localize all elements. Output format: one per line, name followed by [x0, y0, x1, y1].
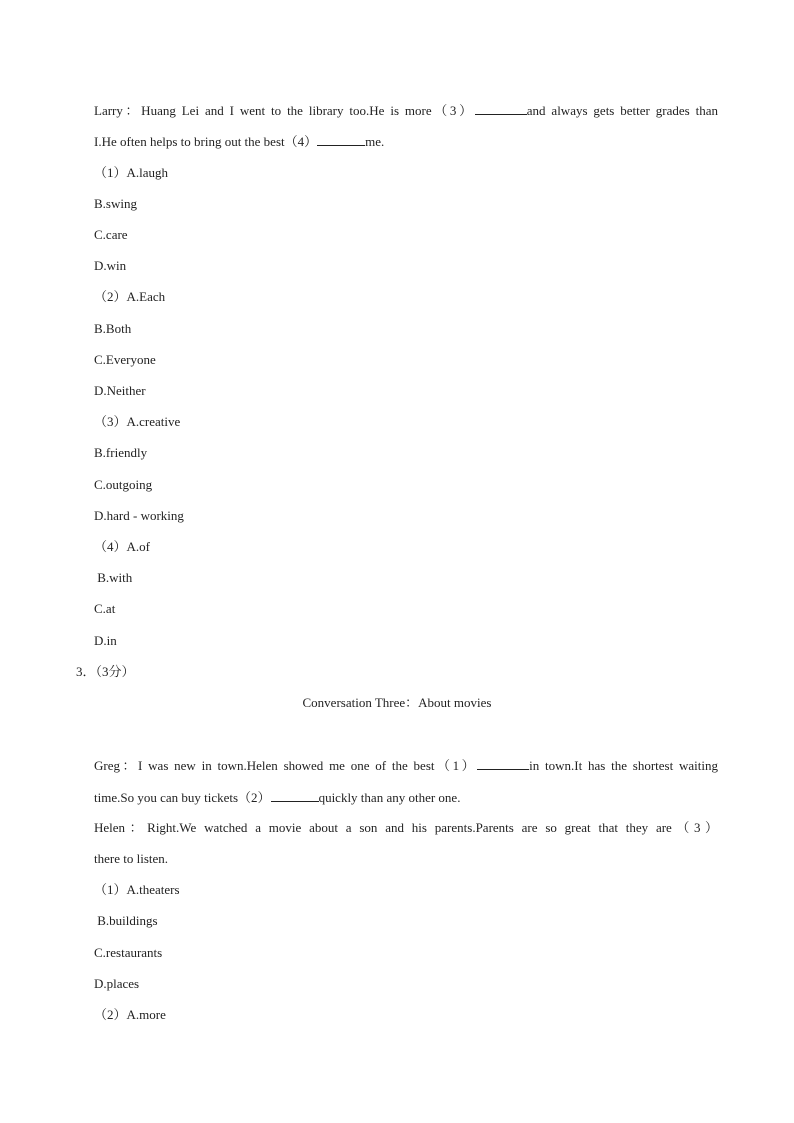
greg-line-1-text: Greg：I was new in town.Helen showed me one of the best（1） [94, 758, 478, 773]
option-line: （1）A.theaters [94, 882, 180, 897]
option-line: D.Neither [94, 383, 146, 398]
larry-line-1-text: Larry：Huang Lei and I went to the library too.He is more（3） [94, 103, 475, 118]
conversation-title: Conversation Three：About movies [302, 695, 492, 710]
option-line: C.care [94, 227, 128, 242]
greg-line-2-tail: quickly than any other one. [318, 790, 461, 805]
option-line: （2）A.Each [94, 289, 166, 304]
larry-line-2 [94, 133, 384, 150]
option-line: D.in [94, 633, 117, 648]
greg-line-1-tail: in town.It has the shortest waiting [529, 758, 718, 773]
question-number: 3．（3分） [76, 664, 135, 679]
answer-blank-1[interactable] [477, 757, 529, 770]
answer-blank-3[interactable] [475, 102, 527, 115]
answer-blank-2[interactable] [271, 789, 319, 802]
option-line: D.hard - working [94, 508, 184, 523]
option-line: C.restaurants [94, 945, 163, 960]
greg-line-1 [94, 757, 718, 774]
larry-line-2-tail: me. [365, 134, 385, 149]
option-line: D.win [94, 258, 127, 273]
greg-line-2 [94, 789, 460, 806]
option-line: C.Everyone [94, 352, 156, 367]
helen-line-2: there to listen. [94, 851, 169, 866]
option-line: C.outgoing [94, 477, 153, 492]
option-line: B.buildings [94, 913, 158, 928]
option-line: B.with [94, 570, 133, 585]
option-line: （2）A.more [94, 1007, 166, 1022]
option-line: B.swing [94, 196, 137, 211]
answer-blank-4[interactable] [317, 133, 365, 146]
option-line: B.friendly [94, 445, 148, 460]
greg-line-2-text: time.So you can buy tickets（2） [94, 790, 271, 805]
option-line: C.at [94, 601, 116, 616]
option-line: （3）A.creative [94, 414, 181, 429]
option-line: （4）A.of [94, 539, 150, 554]
option-line: B.Both [94, 321, 132, 336]
larry-line-1 [94, 102, 718, 119]
larry-line-1-tail: and always gets better grades than [526, 103, 718, 118]
helen-line-1: Helen：Right.We watched a movie about a son and his parents.Parents are so great that they are（3） [94, 820, 718, 835]
option-line: （1）A.laugh [94, 165, 169, 180]
larry-line-2-text: I.He often helps to bring out the best（4） [94, 134, 318, 149]
option-line: D.places [94, 976, 140, 991]
